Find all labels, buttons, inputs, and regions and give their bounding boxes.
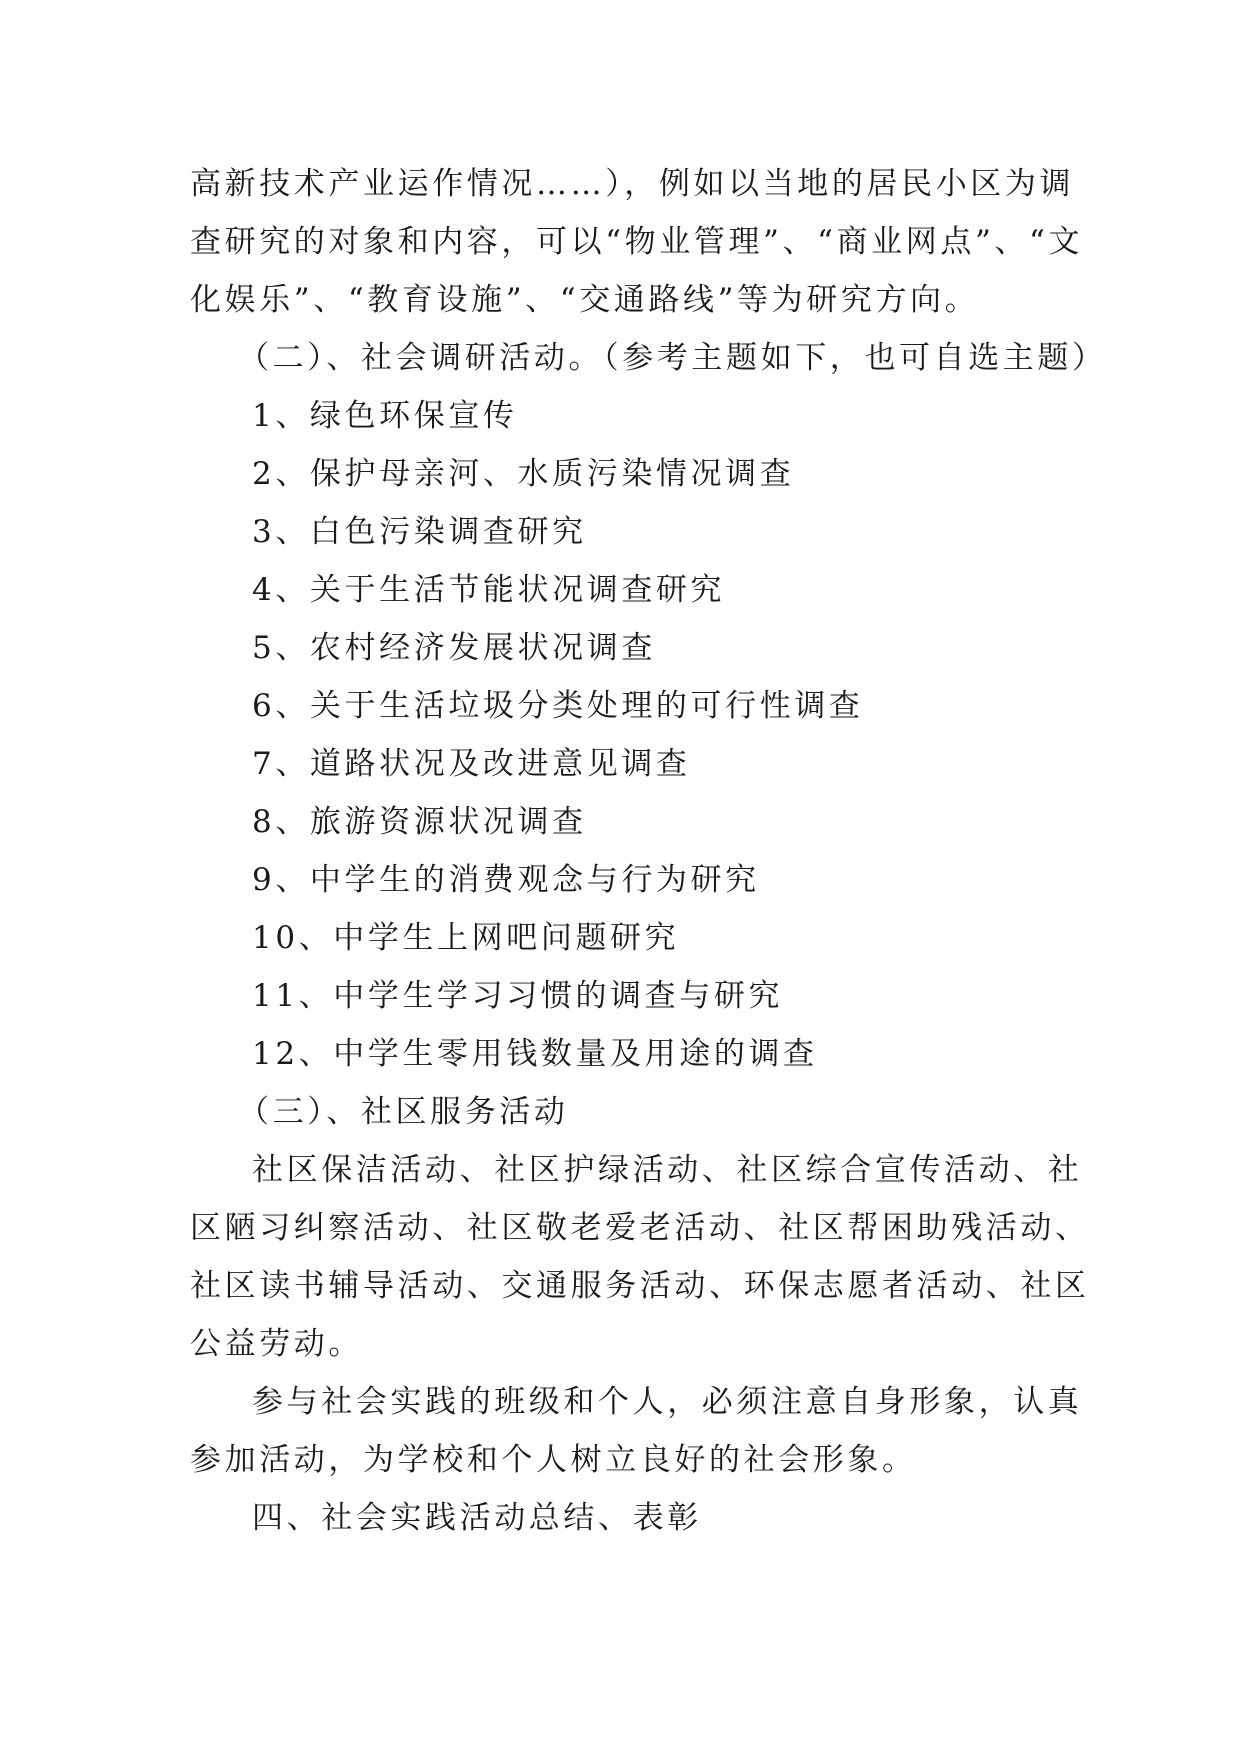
topic-item: 10、中学生上网吧问题研究 bbox=[252, 920, 680, 956]
section4-heading: 四、社会实践活动总结、表彰 bbox=[252, 1500, 702, 1536]
participation-line-2: 参加活动，为学校和个人树立良好的社会形象。 bbox=[190, 1442, 917, 1478]
topic-item: 6、关于生活垃圾分类处理的可行性调查 bbox=[252, 688, 864, 724]
topic-item: 9、中学生的消费观念与行为研究 bbox=[252, 862, 760, 898]
intro-line-3: 化娱乐”、“教育设施”、“交通路线”等为研究方向。 bbox=[190, 282, 980, 318]
topic-item: 2、保护母亲河、水质污染情况调查 bbox=[252, 456, 795, 492]
community-line-2: 区陋习纠察活动、社区敬老爱老活动、社区帮困助残活动、 bbox=[190, 1210, 1090, 1246]
intro-line-2: 查研究的对象和内容，可以“物业管理”、“商业网点”、“文 bbox=[190, 224, 1084, 260]
topic-item: 11、中学生学习习惯的调查与研究 bbox=[252, 978, 784, 1014]
section2-heading: （二）、社会调研活动。（参考主题如下，也可自选主题） bbox=[238, 340, 1107, 376]
community-line-1: 社区保洁活动、社区护绿活动、社区综合宣传活动、社 bbox=[252, 1152, 1083, 1188]
community-line-4: 公益劳动。 bbox=[190, 1326, 363, 1362]
participation-line-1: 参与社会实践的班级和个人，必须注意自身形象，认真 bbox=[252, 1384, 1083, 1420]
topic-item: 8、旅游资源状况调查 bbox=[252, 804, 587, 840]
section3-heading: （三）、社区服务活动 bbox=[238, 1094, 569, 1130]
topic-item: 1、绿色环保宣传 bbox=[252, 398, 518, 434]
topic-item: 5、农村经济发展状况调查 bbox=[252, 630, 656, 666]
topic-item: 4、关于生活节能状况调查研究 bbox=[252, 572, 726, 608]
topic-item: 3、白色污染调查研究 bbox=[252, 514, 587, 550]
topic-item: 7、道路状况及改进意见调查 bbox=[252, 746, 691, 782]
community-line-3: 社区读书辅导活动、交通服务活动、环保志愿者活动、社区 bbox=[190, 1268, 1090, 1304]
topic-item: 12、中学生零用钱数量及用途的调查 bbox=[252, 1036, 818, 1072]
intro-line-1: 高新技术产业运作情况……），例如以当地的居民小区为调 bbox=[190, 166, 1075, 202]
